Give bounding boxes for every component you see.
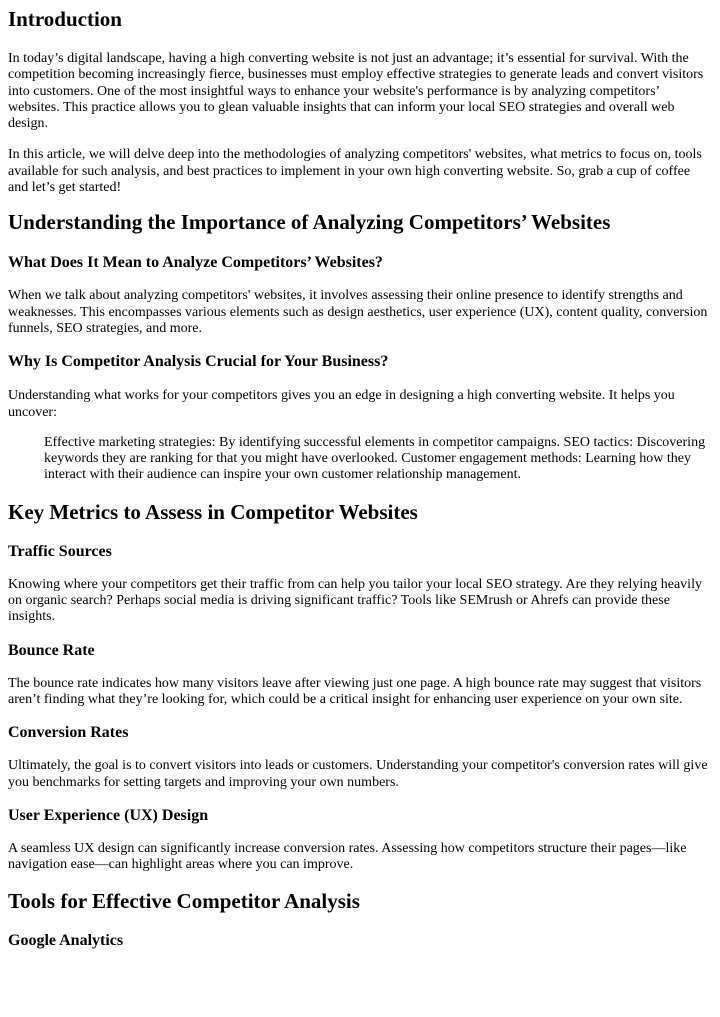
why-crucial-text: Understanding what works for your competitors gives you an edge in designing a high converting website. It helps you uncover:	[8, 388, 675, 420]
what-it-means-heading: What Does It Mean to Analyze Competitors’ Websites?	[8, 254, 383, 272]
introduction-heading: Introduction	[8, 7, 122, 31]
ux-design-heading: User Experience (UX) Design	[8, 806, 209, 824]
google-analytics-heading: Google Analytics	[8, 932, 124, 950]
what-it-means-text: When we talk about analyzing competitors' websites, it involves assessing their online presence to identify strengths and weaknesses. This encompasses various elements such as design aesthetics, user experience (UX), content quality, conversion funnels, SEO strategies, and more.	[8, 288, 708, 336]
conversion-rates-heading: Conversion Rates	[8, 724, 129, 742]
traffic-sources-text: Knowing where your competitors get their traffic from can help you tailor your local SEO strategy. Are they relying heavily on organic search? Perhaps social media is driving significant traffic? Tools like SEMrush or Ahrefs can provide these insights.	[8, 576, 702, 625]
bounce-rate-heading: Bounce Rate	[8, 641, 95, 659]
importance-heading: Understanding the Importance of Analyzing Competitors’ Websites	[8, 210, 611, 235]
bounce-rate-text: The bounce rate indicates how many visitors leave after viewing just one page. A high bounce rate may suggest that visitors aren’t finding what they’re looking for, which could be a critical insight for enhancing user experience on your own site.	[8, 675, 702, 707]
key-metrics-heading: Key Metrics to Assess in Competitor Websites	[8, 499, 418, 524]
ux-design-text: A seamless UX design can significantly increase conversion rates. Assessing how competitors structure their pages—like navigation ease—can highlight areas where you can improve.	[8, 840, 687, 873]
why-crucial-list: Effective marketing strategies: By identifying successful elements in competitor campaigns. SEO tactics: Discovering keywords they are ranking for that you might have overlooked. Customer engagement methods: Learning how they interact with their audience can inspire your own customer relationship management.	[44, 434, 706, 483]
intro-paragraph-1: In today’s digital landscape, having a high converting website is not just an advantage; it’s essential for survival. With the competition becoming increasingly fierce, businesses must employ effective strategies to generate leads and convert visitors into customers. One of the most insightful ways to enhance your website's performance is by analyzing competitors’ websites. This practice allows you to glean valuable insights that can inform your local SEO strategies and overall web design.	[8, 51, 704, 132]
traffic-sources-heading: Traffic Sources	[8, 542, 112, 560]
tools-heading: Tools for Effective Competitor Analysis	[8, 889, 360, 914]
intro-paragraph-2: In this article, we will delve deep into the methodologies of analyzing competitors' websites, what metrics to focus on, tools available for such analysis, and best practices to implement in your own high converting website. So, grab a cup of coffee and let’s get started!	[8, 147, 702, 196]
conversion-rates-text: Ultimately, the goal is to convert visitors into leads or customers. Understanding your competitor's conversion rates will give you benchmarks for setting targets and improving your own numbers.	[8, 758, 708, 790]
why-crucial-heading: Why Is Competitor Analysis Crucial for Your Business?	[8, 353, 389, 371]
